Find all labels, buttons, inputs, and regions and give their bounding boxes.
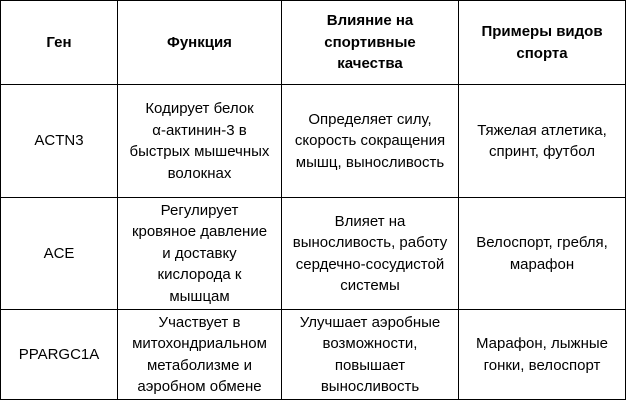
gene-function: Участвует в митохондриальном метаболизме и аэробном обмене <box>132 313 267 395</box>
header-sports <box>459 1 626 85</box>
cell-influence <box>282 310 459 400</box>
cell-function <box>118 310 282 400</box>
gene-function: Кодирует белок α-актинин-3 в быстрых мышечных волокнах <box>129 100 270 182</box>
header-gene-label: Ген <box>46 33 72 51</box>
table-row <box>1 310 626 400</box>
gene-influence: Улучшает аэробные возможности, повышает выносливость <box>299 313 441 395</box>
header-influence <box>282 1 459 85</box>
gene-function: Регулирует кровяное давление и доставку кислорода к мышцам <box>131 201 268 305</box>
header-gene <box>1 1 118 85</box>
header-sports-label: Примеры видов спорта <box>481 23 603 62</box>
table-body <box>1 85 626 400</box>
cell-gene <box>1 85 118 198</box>
cell-sports <box>459 310 626 400</box>
cell-function <box>118 85 282 198</box>
cell-sports <box>459 198 626 310</box>
gene-sports: Тяжелая атлетика, спринт, футбол <box>477 121 607 160</box>
header-row <box>1 1 626 85</box>
cell-function <box>118 198 282 310</box>
cell-gene <box>1 198 118 310</box>
cell-influence <box>282 198 459 310</box>
gene-name: ACE <box>43 244 75 262</box>
gene-name: ACTN3 <box>34 132 84 150</box>
header-influence-label: Влияние на спортивные качества <box>324 12 416 73</box>
cell-gene <box>1 310 118 400</box>
gene-influence: Определяет силу, скорость сокращения мышц, выносливость <box>294 110 446 171</box>
table-header <box>1 1 626 85</box>
gene-name: PPARGC1A <box>18 345 100 363</box>
cell-influence <box>282 85 459 198</box>
gene-sports: Марафон, лыжные гонки, велоспорт <box>476 335 608 374</box>
header-function-label: Функция <box>167 33 232 51</box>
gene-influence: Влияет на выносливость, работу сердечно-сосудистой системы <box>292 212 448 294</box>
table-row <box>1 85 626 198</box>
table-row <box>1 198 626 310</box>
cell-sports <box>459 85 626 198</box>
header-function <box>118 1 282 85</box>
gene-sports: Велоспорт, гребля, марафон <box>476 234 608 273</box>
